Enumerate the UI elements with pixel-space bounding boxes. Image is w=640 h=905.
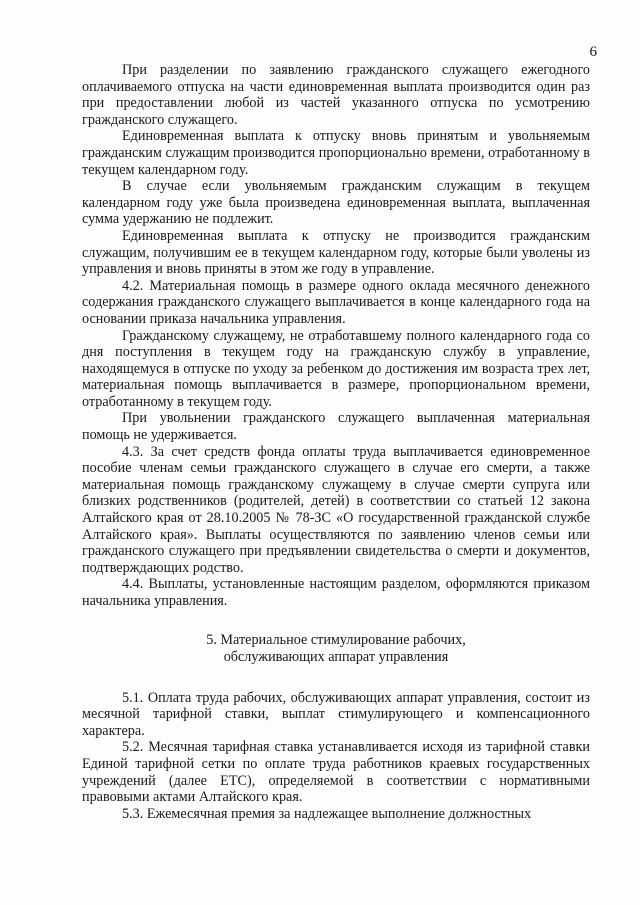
- paragraph-4-2: 4.2. Материальная помощь в размере одного оклада месячного денежного содержания гражданского служащего выплачивается в конце календарного года на основании приказа начальника управления.: [82, 277, 590, 327]
- paragraph-dismissal-aid: При увольнении гражданского служащего выплаченная материальная помощь не удерживается.: [82, 410, 590, 444]
- section-heading-line-1: 5. Материальное стимулирование рабочих,: [206, 631, 466, 648]
- section-5-heading: [82, 632, 590, 666]
- paragraph-partial-year-aid: Гражданскому служащему, не отработавшему полного календарного года со дня поступления в текущем году на гражданскую службу в управление, находящемуся в отпуске по уходу за ребенком до достижения им возраста трех лет, материальная помощь выплачивается в размере, пропорциональном времени, отработанному в текущем году.: [82, 327, 590, 410]
- section-heading-line-2: обслуживающих аппарат управления: [223, 648, 449, 665]
- paragraph-4-3: 4.3. За счет средств фонда оплаты труда выплачивается единовременное пособие членам семьи гражданского служащего в случае его смерти, а также материальная помощь гражданскому служащему в случае смерти супруга или близких родственников (родителей, детей) в соответствии со статьей 12 закона Алтайского края от 28.10.2005 № 78-ЗС «О государственной гражданской службе Алтайского края». Выплаты осуществляются по заявлению членов семьи или гражданского служащего при предъявлении свидетельства о смерти и документов, подтверждающих родство.: [82, 443, 590, 576]
- paragraph-4-4: 4.4. Выплаты, установленные настоящим разделом, оформляются приказом начальника управления.: [82, 576, 590, 609]
- document-body: [82, 62, 590, 822]
- paragraph-5-3: 5.3. Ежемесячная премия за надлежащее выполнение должностных: [122, 805, 532, 822]
- paragraph-split-leave: При разделении по заявлению гражданского служащего ежегодного оплачиваемого отпуска на части единовременная выплата производится один раз при предоставлении любой из частей указанного отпуска по усмотрению гражданского служащего.: [82, 62, 590, 128]
- paragraph-proportional-payment: Единовременная выплата к отпуску вновь принятым и увольняемым гражданским служащим производится пропорционально времени, отработанному в текущем календарном году.: [82, 128, 590, 178]
- paragraph-5-1: 5.1. Оплата труда рабочих, обслуживающих аппарат управления, состоит из месячной тарифной ставки, выплат стимулирующего и компенсационного характера.: [82, 689, 590, 739]
- paragraph-not-paid-rehired: Единовременная выплата к отпуску не производится гражданским служащим, получившим ее в текущем календарном году, которые были уволены из управления и вновь приняты в этом же году в управление.: [82, 227, 590, 278]
- paragraph-no-deduction: В случае если увольняемым гражданским служащим в текущем календарном году уже была произведена единовременная выплата, выплаченная сумма удержанию не подлежит.: [82, 178, 590, 228]
- paragraph-5-2: 5.2. Месячная тарифная ставка устанавливается исходя из тарифной ставки Единой тарифной сетки по оплате труда работников краевых государственных учреждений (далее ЕТС), определяемой в соответствии с нормативными правовыми актами Алтайского края.: [82, 739, 590, 806]
- page-number: 6: [589, 44, 597, 60]
